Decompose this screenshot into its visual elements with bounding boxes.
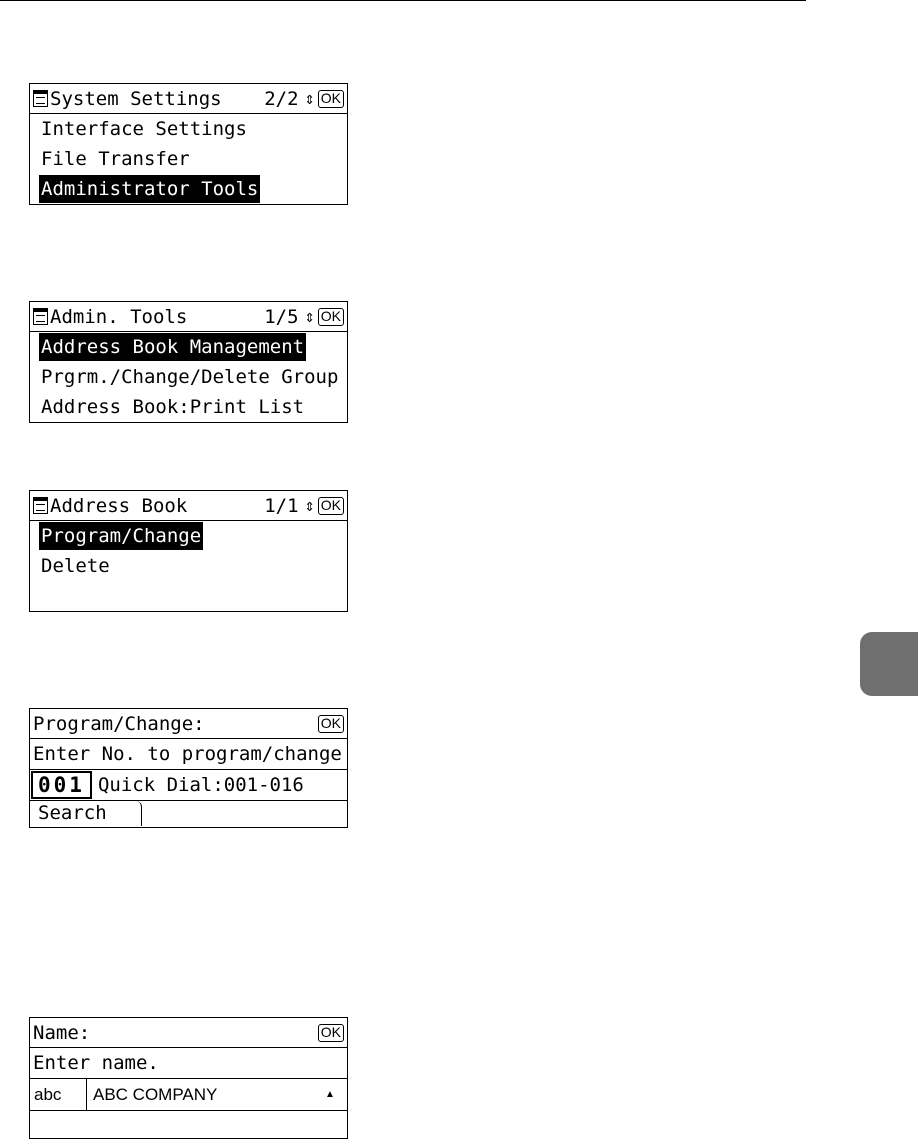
range-text: Quick Dial:001-016 [97,774,304,796]
screen-header [30,709,347,739]
screen-title: Address Book [50,494,188,517]
address-book-screen [29,490,348,612]
name-entry-screen [29,1017,348,1139]
page-indicator: 1/5 [264,305,299,328]
program-change-screen [29,708,348,828]
number-row [30,770,347,800]
menu-item-administrator-tools[interactable] [30,174,347,204]
screen-title: Program/Change: [33,712,205,735]
name-input[interactable]: ABC COMPANY [93,1084,218,1104]
ok-button[interactable]: OK [318,90,344,108]
menu-item-delete[interactable] [30,551,347,581]
prompt-row [30,739,347,770]
ok-button[interactable]: OK [318,308,344,326]
menu-item-address-book-management[interactable] [30,332,347,362]
input-mode-indicator[interactable]: abc [30,1079,87,1110]
menu-icon [33,497,48,514]
menu-item-interface-settings[interactable] [30,114,347,144]
screen-header [30,84,347,114]
menu-item-file-transfer[interactable] [30,144,347,174]
page-indicator: 1/1 [264,494,299,517]
prompt-text: Enter name. [33,1052,159,1074]
cursor-caret-icon: ▲ [325,1088,335,1100]
search-button[interactable]: Search [30,801,142,826]
menu-item-address-book-print-list[interactable] [30,392,347,422]
system-settings-screen [29,83,348,205]
menu-item-label: Address Book:Print List [41,396,305,418]
menu-item-empty [30,581,347,611]
screen-title: Admin. Tools [50,305,188,328]
menu-item-label: Interface Settings [41,118,247,140]
up-down-arrow-icon[interactable]: ⇕ [304,495,315,516]
screen-header [30,1018,347,1048]
menu-icon [33,90,48,107]
screen-title: Name: [33,1021,91,1044]
quick-dial-number-input[interactable]: 001 [31,771,92,799]
menu-icon [33,308,48,325]
admin-tools-screen [29,301,348,423]
screen-header [30,491,347,521]
menu-item-label-selected: Program/Change [39,522,203,550]
menu-item-label: Delete [41,555,110,577]
menu-item-program-change-delete-group[interactable] [30,362,347,392]
menu-item-program-change[interactable] [30,521,347,551]
up-down-arrow-icon[interactable]: ⇕ [304,88,315,109]
menu-item-label: Prgrm./Change/Delete Group [41,366,339,388]
menu-item-label: File Transfer [41,148,190,170]
empty-row [30,1111,347,1138]
screen-header [30,302,347,332]
ok-button[interactable]: OK [318,497,344,515]
up-down-arrow-icon[interactable]: ⇕ [304,306,315,327]
name-input-row [30,1079,347,1111]
chapter-tab [860,632,918,696]
ok-button[interactable]: OK [318,715,344,733]
page-top-rule [0,0,806,1]
prompt-text: Enter No. to program/change [33,743,342,765]
menu-item-label-selected: Address Book Management [39,333,306,361]
page-indicator: 2/2 [264,87,299,110]
menu-item-label-selected: Administrator Tools [39,175,260,203]
prompt-row [30,1048,347,1079]
search-tab-row [30,800,347,827]
ok-button[interactable]: OK [318,1024,344,1042]
screen-title: System Settings [50,87,222,110]
